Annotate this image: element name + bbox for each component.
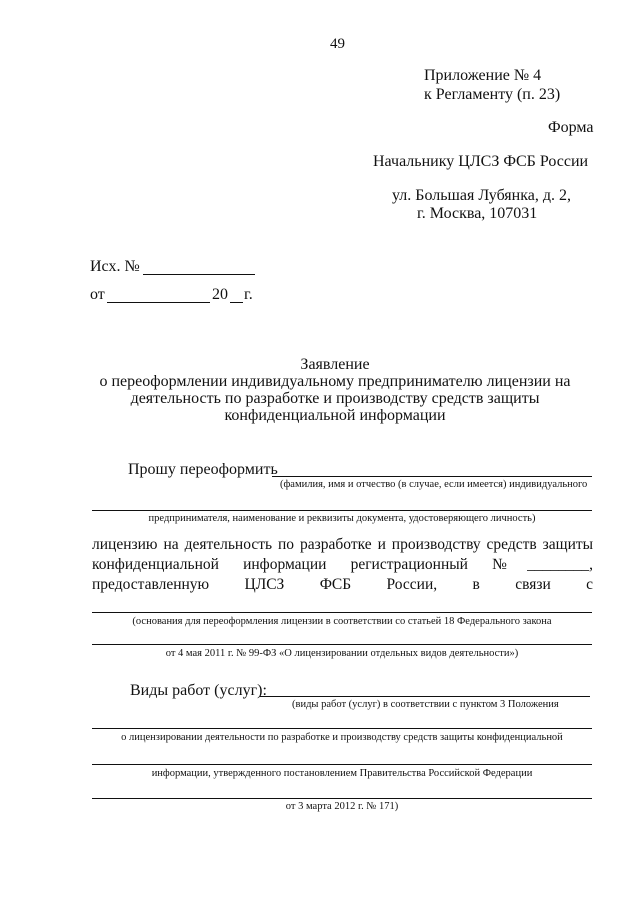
outgoing-year-suffix: г. <box>244 286 253 303</box>
works-hint-4: от 3 марта 2012 г. № 171) <box>285 801 399 812</box>
document-title-line-3: конфиденциальной информации <box>224 407 446 424</box>
works-field-line-3[interactable] <box>92 764 592 765</box>
request-field-line-2[interactable] <box>92 510 592 511</box>
works-hint-2: о лицензировании деятельности по разработке и производству средств защиты конфиденциальной <box>121 732 563 743</box>
document-title-line-1: о переоформлении индивидуальному предпринимателю лицензии на <box>99 373 571 390</box>
request-label: Прошу переоформить <box>128 461 278 478</box>
appendix-line-1: Приложение № 4 <box>424 67 542 84</box>
outgoing-year-prefix: 20 <box>212 286 228 303</box>
document-title-line-2: деятельность по разработке и производству средств защиты <box>130 390 540 407</box>
works-hint-1: (виды работ (услуг) в соответствии с пунктом 3 Положения <box>292 699 559 710</box>
works-field-line-4[interactable] <box>92 798 592 799</box>
works-field-line-2[interactable] <box>92 728 592 729</box>
addressee-recipient: Начальнику ЦЛСЗ ФСБ России <box>373 153 589 170</box>
page-number: 49 <box>330 36 345 52</box>
grounds-hint-1: (основания для переоформления лицензии в соответствии со статьей 18 Федерального закона <box>132 616 552 627</box>
form-label: Форма <box>548 119 594 136</box>
outgoing-number-field[interactable] <box>143 274 255 275</box>
outgoing-number-label: Исх. № <box>90 258 140 275</box>
addressee-city: г. Москва, 107031 <box>417 205 538 222</box>
grounds-field-line-2[interactable] <box>92 644 592 645</box>
works-hint-3: информации, утвержденного постановлением Правительства Российской Федерации <box>151 768 533 779</box>
document-title: Заявление <box>300 356 370 373</box>
appendix-line-2: к Регламенту (п. 23) <box>424 86 561 103</box>
request-field-line-1[interactable] <box>272 476 592 477</box>
body-line-3: предоставленную ЦЛСЗ ФСБ России, в связи с <box>92 576 594 593</box>
addressee-street: ул. Большая Лубянка, д. 2, <box>392 187 571 204</box>
works-field-line-1[interactable] <box>260 696 590 697</box>
works-label: Виды работ (услуг): <box>130 682 267 699</box>
grounds-hint-2: от 4 мая 2011 г. № 99-ФЗ «О лицензировании отдельных видов деятельности») <box>165 648 519 659</box>
body-line-1: лицензию на деятельность по разработке и производству средств защиты <box>92 536 594 553</box>
outgoing-year-field[interactable] <box>230 302 243 303</box>
grounds-field-line-1[interactable] <box>92 612 592 613</box>
body-line-2: конфиденциальной информации регистрационный №________, <box>92 556 594 573</box>
outgoing-date-field[interactable] <box>107 302 210 303</box>
request-hint-2: предпринимателя, наименование и реквизиты документа, удостоверяющего личность) <box>148 513 536 524</box>
request-hint-1: (фамилия, имя и отчество (в случае, если имеется) индивидуального <box>280 479 588 490</box>
outgoing-date-prefix: от <box>90 286 105 303</box>
